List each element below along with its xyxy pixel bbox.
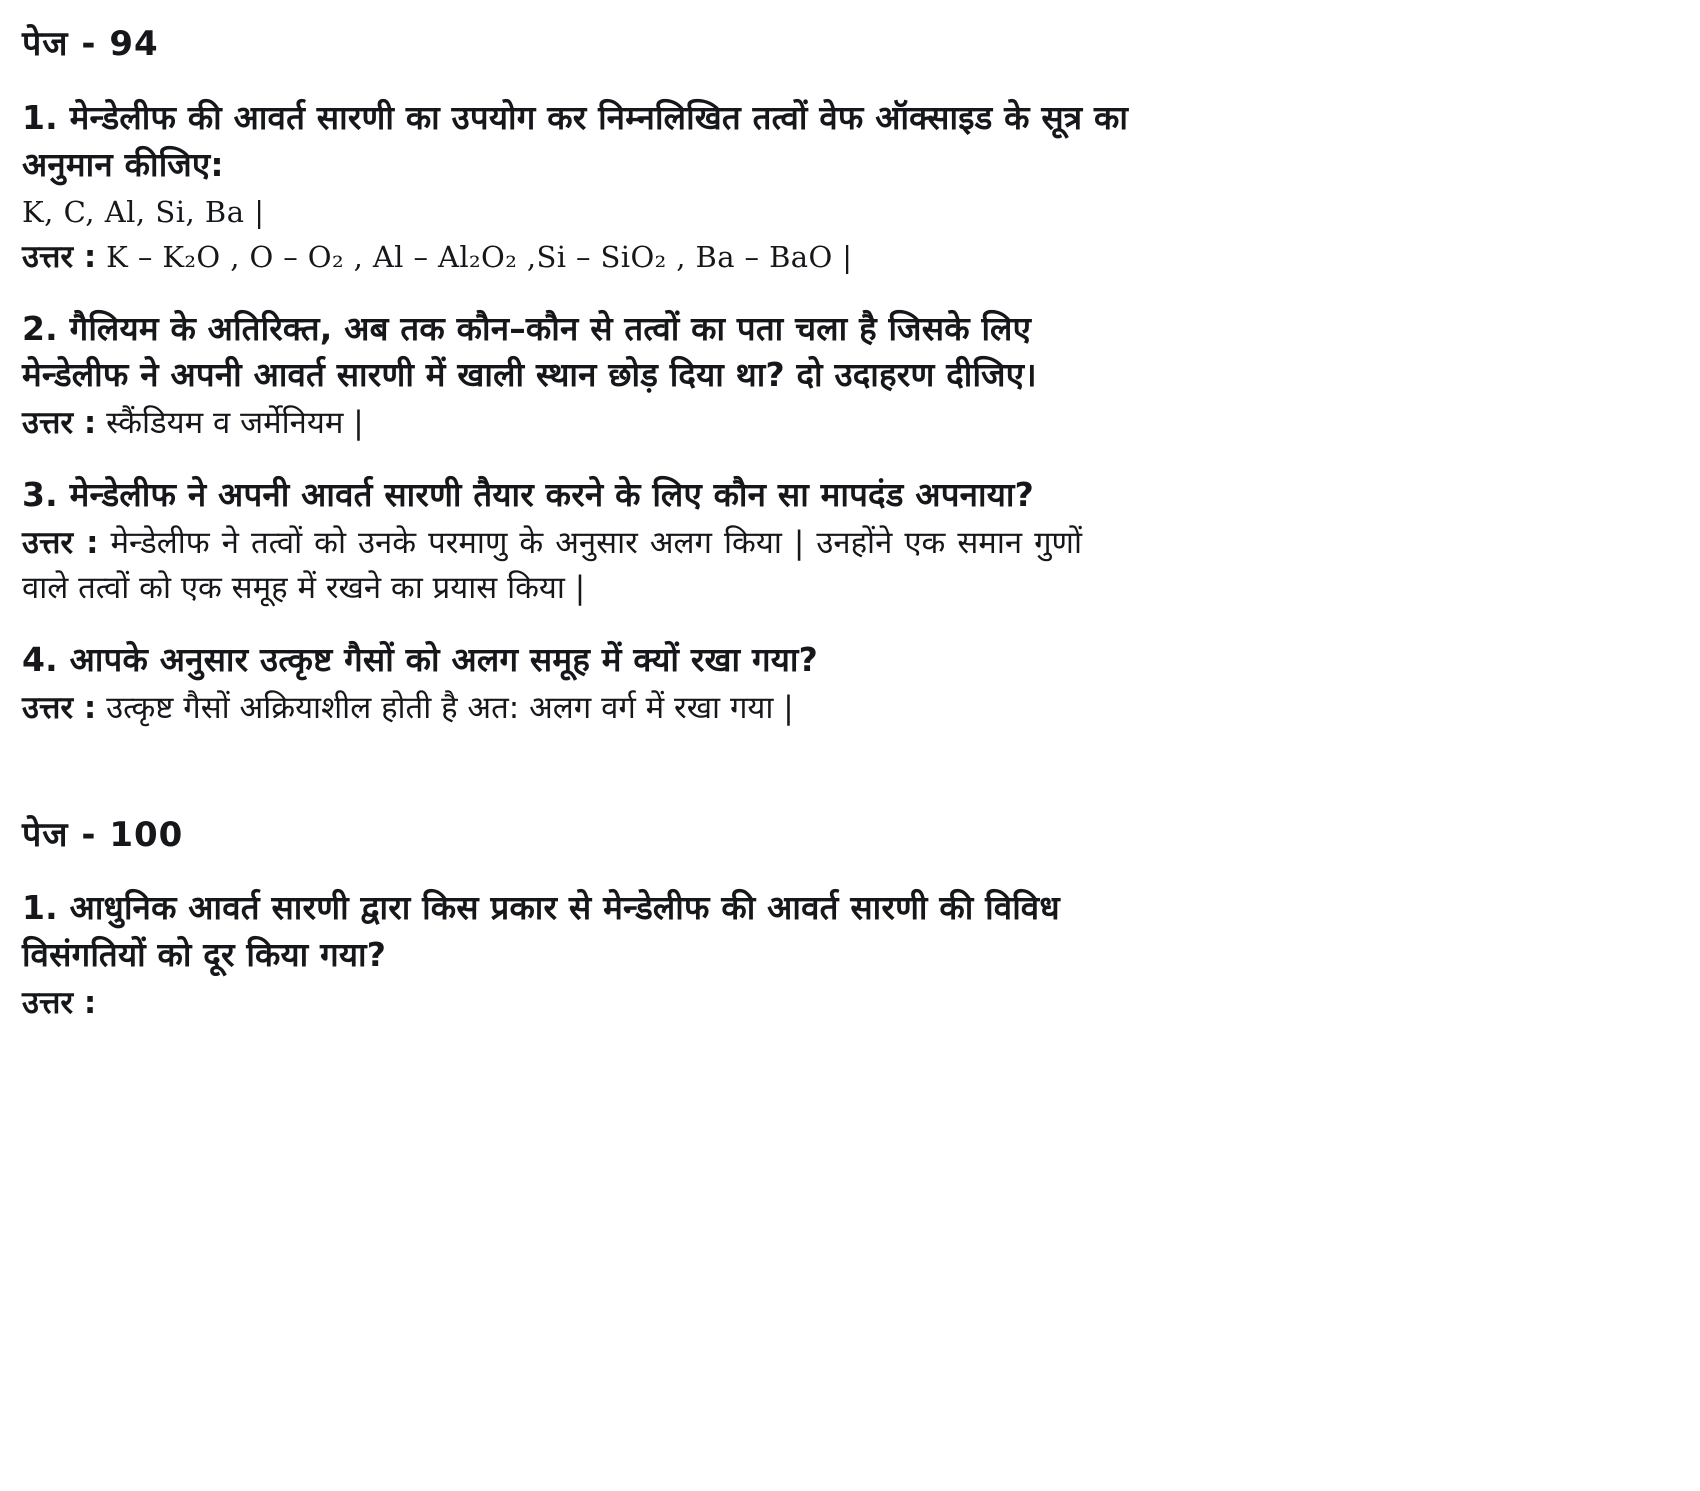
answer-line (22, 235, 1162, 280)
qa-item-1 (22, 885, 1660, 1026)
question-formula-line: K, C, Al, Si, Ba | (22, 194, 265, 229)
answer-label: उत्तर : (22, 405, 97, 442)
question-text: 3. मेन्डेलीफ ने अपनी आवर्त सारणी तैयार करने के लिए कौन सा मापदंड अपनाया? (22, 475, 1034, 515)
answer-line (22, 521, 1082, 611)
answer-label: उत्तर : (22, 525, 99, 562)
answer-line (22, 686, 1082, 731)
answer-text: K – K₂O , O – O₂ , Al – Al₂O₂ ,Si – SiO₂ , Ba – BaO | (106, 239, 853, 274)
section-page-94 (22, 24, 1660, 731)
answer-text: उत्कृष्ट गैसों अक्रियाशील होती है अत: अलग वर्ग में रखा गया | (106, 689, 794, 726)
answer-label: उत्तर : (22, 238, 97, 275)
section-spacer (22, 757, 1660, 809)
question-text: 1. मेन्डेलीफ की आवर्त सारणी का उपयोग कर निम्नलिखित तत्वों वेफ ऑक्साइड के सूत्र का अनुमान कीजिए: (22, 97, 1129, 184)
qa-item-4 (22, 637, 1660, 731)
qa-item-3 (22, 472, 1660, 611)
question-text: 1. आधुनिक आवर्त सारणी द्वारा किस प्रकार से मेन्डेलीफ की आवर्त सारणी की विविध विसंगतियों को दूर किया गया? (22, 888, 1060, 975)
answer-text: स्कैंडियम व जर्मेनियम | (106, 405, 364, 442)
answer-line (22, 981, 1162, 1026)
qa-item-1 (22, 95, 1660, 280)
qa-item-2 (22, 306, 1660, 447)
answer-label: उत्तर : (22, 985, 97, 1022)
answer-text: मेन्डेलीफ ने तत्वों को उनके परमाणु के अनुसार अलग किया | उनहोंने एक समान गुणों वाले तत्वों को एक समूह में रखने का प्रयास किया | (22, 525, 1082, 606)
question-text: 2. गैलियम के अतिरिक्त, अब तक कौन–कौन से तत्वों का पता चला है जिसके लिए मेन्डेलीफ ने अपनी आवर्त सारणी में खाली स्थान छोड़ दिया था? दो उदाहरण दीजिए। (22, 308, 1037, 395)
page-label-94: पेज - 94 (22, 24, 159, 64)
question-text: 4. आपके अनुसार उत्कृष्ट गैसों को अलग समूह में क्यों रखा गया? (22, 639, 818, 679)
page-label-100: पेज - 100 (22, 814, 184, 855)
answer-line (22, 401, 1162, 446)
section-page-100 (22, 815, 1660, 1026)
answer-label: उत्तर : (22, 689, 97, 726)
